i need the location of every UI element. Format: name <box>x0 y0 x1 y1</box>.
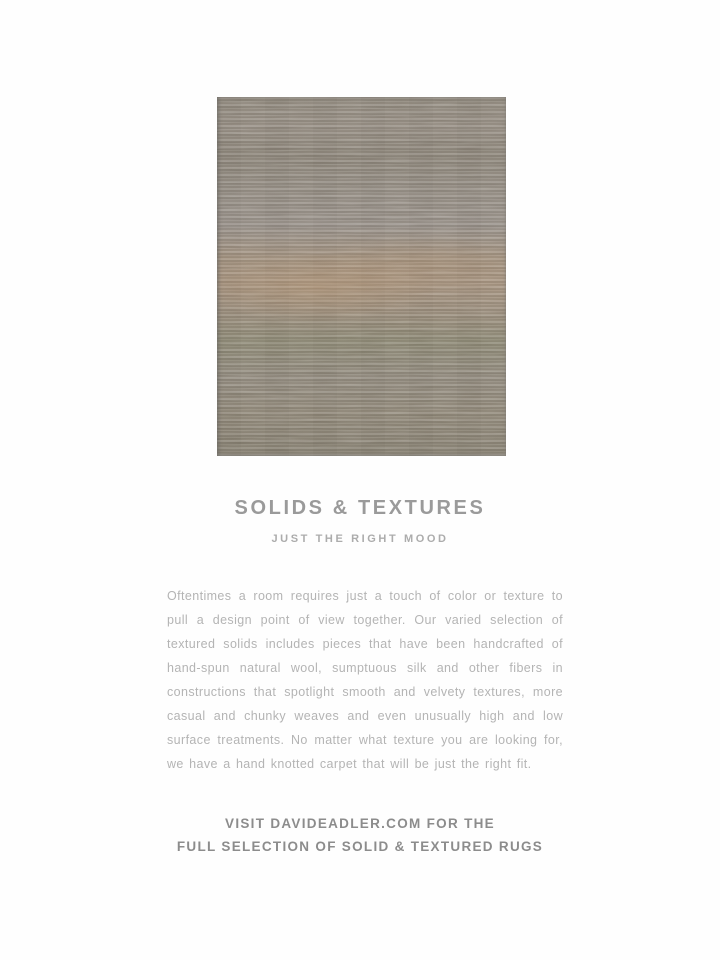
section-body-text: Oftentimes a room requires just a touch of color or texture to pull a design point of view together. Our varied selection of textured solids includes pieces that have been handcrafted of hand-spun natural wool, sumptuous silk and other fibers in constructions that spotlight smooth and velvety textures, more casual and chunky weaves and even unusually high and low surface treatments. No matter what texture you are looking for, we have a hand knotted carpet that will be just the right fit. <box>167 588 563 771</box>
section-title: SOLIDS & TEXTURES <box>234 497 486 519</box>
footer-line-1: VISIT DAVIDEADLER.COM FOR THE <box>225 816 495 831</box>
footer-call-to-action <box>0 813 720 858</box>
section-subtitle: JUST THE RIGHT MOOD <box>271 533 449 545</box>
rug-texture-noise <box>217 97 506 456</box>
rug-image <box>217 97 506 456</box>
footer-line-2: FULL SELECTION OF SOLID & TEXTURED RUGS <box>176 838 544 854</box>
